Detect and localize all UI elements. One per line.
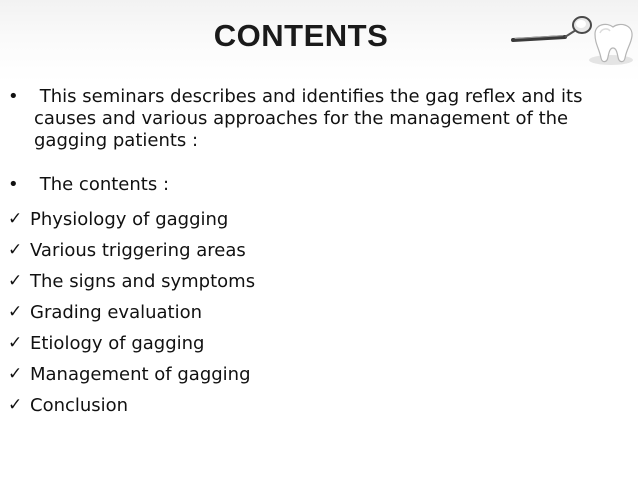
dental-mirror-icon xyxy=(513,17,591,40)
dental-mirror-and-tooth-icon xyxy=(505,0,638,82)
spacer xyxy=(8,152,623,174)
slide-body xyxy=(8,86,623,421)
list-item-text: Conclusion xyxy=(30,395,129,416)
checkmark-icon: ✓ xyxy=(8,364,23,384)
bullet-icon: • xyxy=(8,86,19,107)
bullet-icon: • xyxy=(8,174,19,195)
list-item xyxy=(8,204,623,235)
tooth-icon xyxy=(589,24,633,65)
checkmark-icon: ✓ xyxy=(8,271,23,291)
list-item xyxy=(8,390,623,421)
slide-title: CONTENTS xyxy=(213,18,389,53)
list-item xyxy=(8,328,623,359)
checkmark-icon: ✓ xyxy=(8,240,23,260)
list-item-text: Etiology of gagging xyxy=(30,333,205,354)
contents-list xyxy=(8,204,623,421)
list-item-text: The signs and symptoms xyxy=(30,271,256,292)
list-item-text: Physiology of gagging xyxy=(30,209,229,230)
list-item-text: Grading evaluation xyxy=(30,302,203,323)
contents-heading xyxy=(8,174,623,196)
list-item xyxy=(8,297,623,328)
contents-heading-text: The contents : xyxy=(34,174,170,195)
list-item xyxy=(8,266,623,297)
checkmark-icon: ✓ xyxy=(8,209,23,229)
intro-paragraph xyxy=(8,86,623,152)
checkmark-icon: ✓ xyxy=(8,395,23,415)
intro-text: This seminars describes and identifies the gag reflex and its causes and various approaches for the management of the gagging patients : xyxy=(34,86,589,151)
checkmark-icon: ✓ xyxy=(8,302,23,322)
list-item xyxy=(8,359,623,390)
list-item xyxy=(8,235,623,266)
checkmark-icon: ✓ xyxy=(8,333,23,353)
list-item-text: Management of gagging xyxy=(30,364,251,385)
list-item-text: Various triggering areas xyxy=(30,240,246,261)
